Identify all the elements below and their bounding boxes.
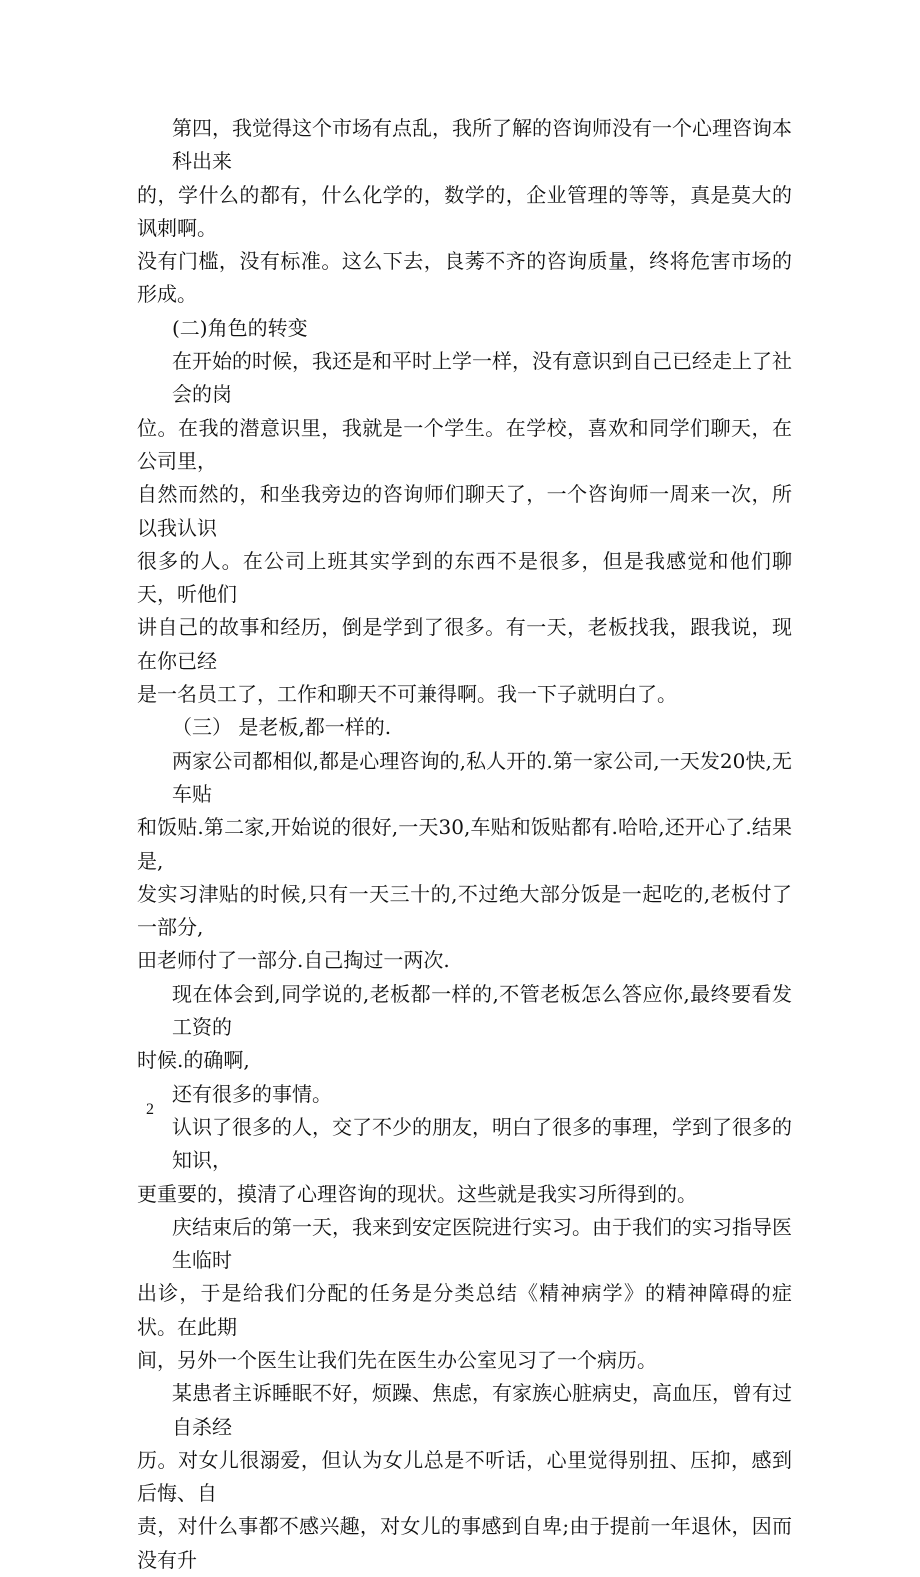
text-line: 认识了很多的人，交了不少的朋友，明白了很多的事理，学到了很多的知识， bbox=[172, 1114, 792, 1173]
section-heading: （三） 是老板,都一样的. bbox=[172, 715, 392, 740]
section-heading: (二)角色的转变 bbox=[172, 315, 308, 340]
text-line: 田老师付了一部分.自己掏过一两次. bbox=[137, 948, 450, 973]
text-line: 时候.的确啊, bbox=[137, 1048, 250, 1073]
text-line: 第四，我觉得这个市场有点乱，我所了解的咨询师没有一个心理咨询本科出来 bbox=[172, 116, 792, 174]
text-line: 庆结束后的第一天，我来到安定医院进行实习。由于我们的实习指导医生临时 bbox=[172, 1214, 792, 1273]
text-line: 自然而然的，和坐我旁边的咨询师们聊天了，一个咨询师一周来一次，所以我认识 bbox=[137, 482, 792, 540]
text-line: 没有门槛，没有标准。这么下去，良莠不齐的咨询质量，终将危害市场的形成。 bbox=[137, 249, 792, 307]
text-line: 和饭贴.第二家,开始说的很好,一天30,车贴和饭贴都有.哈哈,还开心了.结果是, bbox=[137, 815, 792, 873]
text-line: 是一名员工了，工作和聊天不可兼得啊。我一下子就明白了。 bbox=[137, 682, 677, 707]
text-line: 现在体会到,同学说的,老板都一样的,不管老板怎么答应你,最终要看发工资的 bbox=[172, 981, 792, 1040]
text-line: 出诊，于是给我们分配的任务是分类总结《精神病学》的精神障碍的症状。在此期 bbox=[137, 1281, 792, 1339]
document-body bbox=[137, 112, 792, 1577]
text-line: 很多的人。在公司上班其实学到的东西不是很多，但是我感觉和他们聊天，听他们 bbox=[137, 548, 792, 607]
text-line: 间，另外一个医生让我们先在医生办公室见习了一个病历。 bbox=[137, 1347, 657, 1372]
text-line: 历。对女儿很溺爱，但认为女儿总是不听话，心里觉得别扭、压抑，感到后悔、自 bbox=[137, 1447, 792, 1506]
text-line: 讲自己的故事和经历，倒是学到了很多。有一天，老板找我，跟我说，现在你已经 bbox=[137, 615, 792, 673]
text-line: 的，学什么的都有，什么化学的，数学的，企业管理的等等，真是莫大的讽刺啊。 bbox=[137, 182, 792, 240]
text-line: 两家公司都相似,都是心理咨询的,私人开的.第一家公司,一天发20快,无车贴 bbox=[172, 748, 792, 806]
text-line: 还有很多的事情。 bbox=[172, 1081, 332, 1106]
text-line: 在开始的时候，我还是和平时上学一样，没有意识到自己已经走上了社会的岗 bbox=[172, 349, 792, 407]
text-line: 更重要的，摸清了心理咨询的现状。这些就是我实习所得到的。 bbox=[137, 1181, 697, 1206]
text-line: 发实习津贴的时候,只有一天三十的,不过绝大部分饭是一起吃的,老板付了一部分, bbox=[137, 881, 792, 940]
page-number: 2 bbox=[146, 1101, 154, 1118]
text-line: 责，对什么事都不感兴趣，对女儿的事感到自卑;由于提前一年退休，因而没有升 bbox=[137, 1514, 792, 1572]
text-line: 某患者主诉睡眠不好，烦躁、焦虑，有家族心脏病史，高血压，曾有过自杀经 bbox=[172, 1381, 792, 1439]
text-line: 位。在我的潜意识里，我就是一个学生。在学校，喜欢和同学们聊天，在公司里， bbox=[137, 415, 792, 473]
